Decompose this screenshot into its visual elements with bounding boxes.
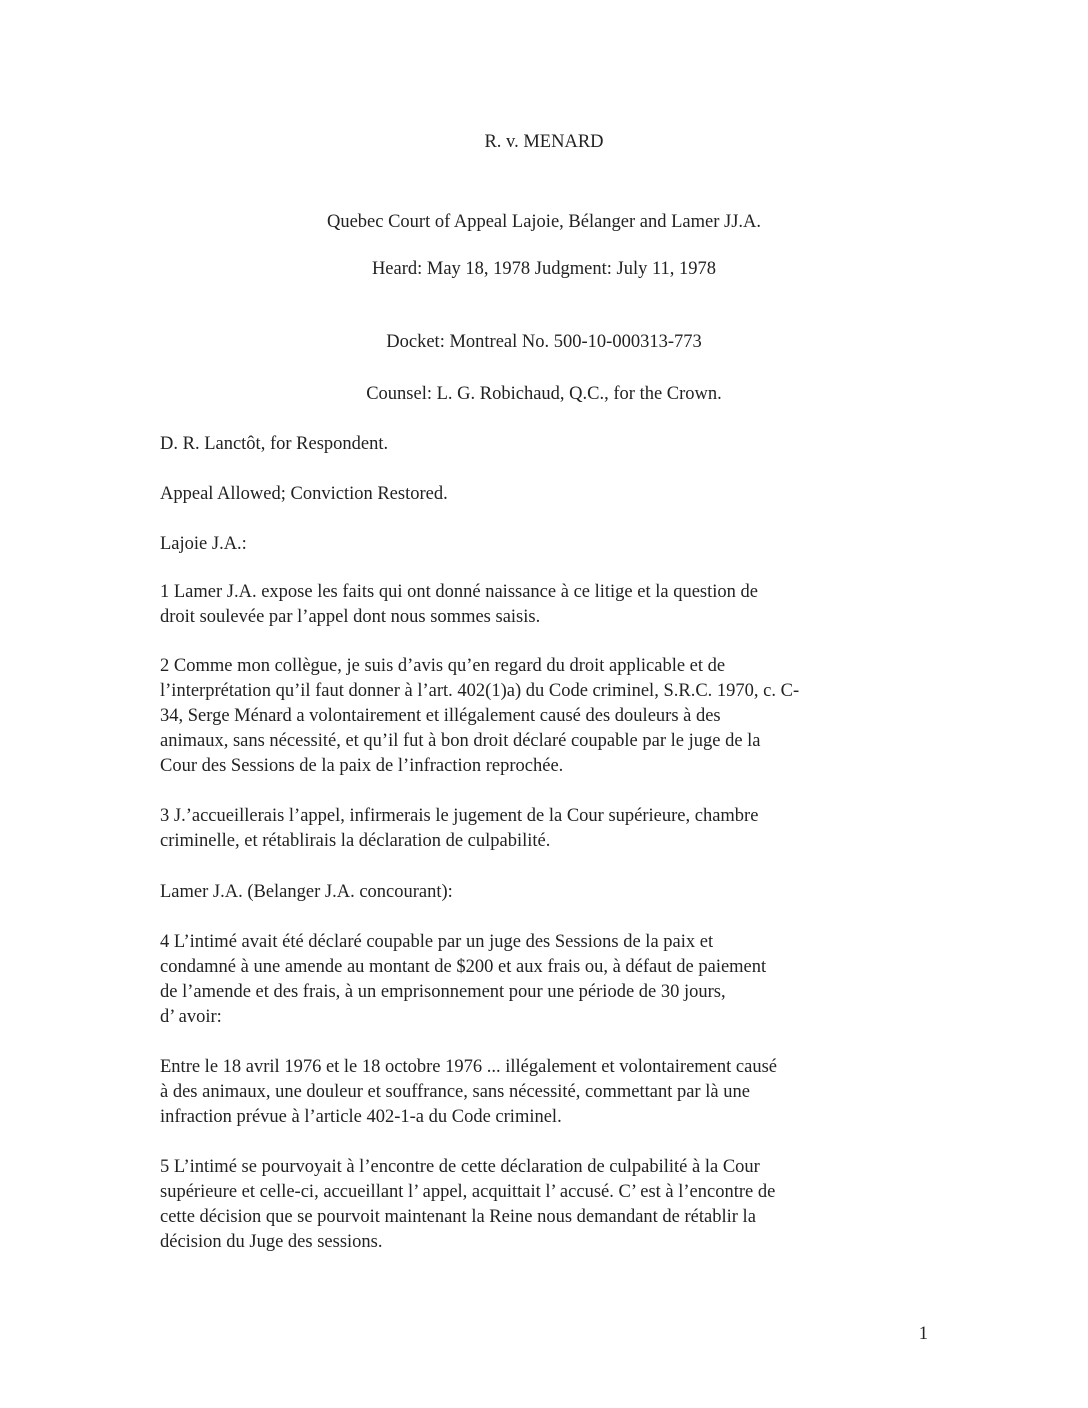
paragraph-3 <box>160 804 930 854</box>
paragraph-1 <box>160 580 930 630</box>
paragraph-5 <box>160 1155 930 1255</box>
result-line: Appeal Allowed; Conviction Restored. <box>160 484 448 504</box>
paragraph-line: droit soulevée par l’appel dont nous sommes saisis. <box>160 607 541 627</box>
page-number: 1 <box>918 1324 928 1344</box>
judge-heading-lajoie: Lajoie J.A.: <box>160 534 247 554</box>
paragraph-line: 34, Serge Ménard a volontairement et illégalement causé des douleurs à des <box>160 706 721 726</box>
paragraph-line: décision du Juge des sessions. <box>160 1232 383 1252</box>
paragraph-line: animaux, sans nécessité, et qu’il fut à bon droit déclaré coupable par le juge de la <box>160 731 761 751</box>
case-title: R. v. MENARD <box>484 132 604 152</box>
paragraph-line: 2 Comme mon collègue, je suis d’avis qu’en regard du droit applicable et de <box>160 656 726 676</box>
paragraph-line: supérieure et celle-ci, accueillant l’ appel, acquittait l’ accusé. C’ est à l’encontre de <box>160 1182 776 1202</box>
quoted-charge <box>160 1055 930 1130</box>
paragraph-line: d’ avoir: <box>160 1007 222 1027</box>
paragraph-line: l’interprétation qu’il faut donner à l’art. 402(1)a) du Code criminel, S.R.C. 1970, c. C- <box>160 681 800 701</box>
paragraph-line: Cour des Sessions de la paix de l’infraction reprochée. <box>160 756 564 776</box>
paragraph-line: 3 J.’accueillerais l’appel, infirmerais le jugement de la Cour supérieure, chambre <box>160 806 759 826</box>
paragraph-line: infraction prévue à l’article 402-1-a du Code criminel. <box>160 1107 562 1127</box>
paragraph-line: condamné à une amende au montant de $200 et aux frais ou, à défaut de paiement <box>160 957 767 977</box>
paragraph-line: de l’amende et des frais, à un emprisonnement pour une période de 30 jours, <box>160 982 726 1002</box>
judge-heading-lamer: Lamer J.A. (Belanger J.A. concourant): <box>160 882 453 902</box>
paragraph-line: Entre le 18 avril 1976 et le 18 octobre 1976 ... illégalement et volontairement causé <box>160 1057 777 1077</box>
docket-line: Docket: Montreal No. 500-10-000313-773 <box>386 332 702 352</box>
paragraph-line: 5 L’intimé se pourvoyait à l’encontre de cette déclaration de culpabilité à la Cour <box>160 1157 760 1177</box>
dates-line: Heard: May 18, 1978 Judgment: July 11, 1978 <box>371 259 717 279</box>
counsel-respondent-line: D. R. Lanctôt, for Respondent. <box>160 434 389 454</box>
court-line: Quebec Court of Appeal Lajoie, Bélanger and Lamer JJ.A. <box>326 212 762 232</box>
paragraph-2 <box>160 654 930 779</box>
paragraph-4 <box>160 930 930 1030</box>
paragraph-line: à des animaux, une douleur et souffrance, sans nécessité, commettant par là une <box>160 1082 750 1102</box>
paragraph-line: cette décision que se pourvoit maintenant la Reine nous demandant de rétablir la <box>160 1207 756 1227</box>
paragraph-line: criminelle, et rétablirais la déclaration de culpabilité. <box>160 831 551 851</box>
counsel-crown-line: Counsel: L. G. Robichaud, Q.C., for the Crown. <box>366 384 722 404</box>
paragraph-line: 4 L’intimé avait été déclaré coupable par un juge des Sessions de la paix et <box>160 932 714 952</box>
paragraph-line: 1 Lamer J.A. expose les faits qui ont donné naissance à ce litige et la question de <box>160 582 758 602</box>
